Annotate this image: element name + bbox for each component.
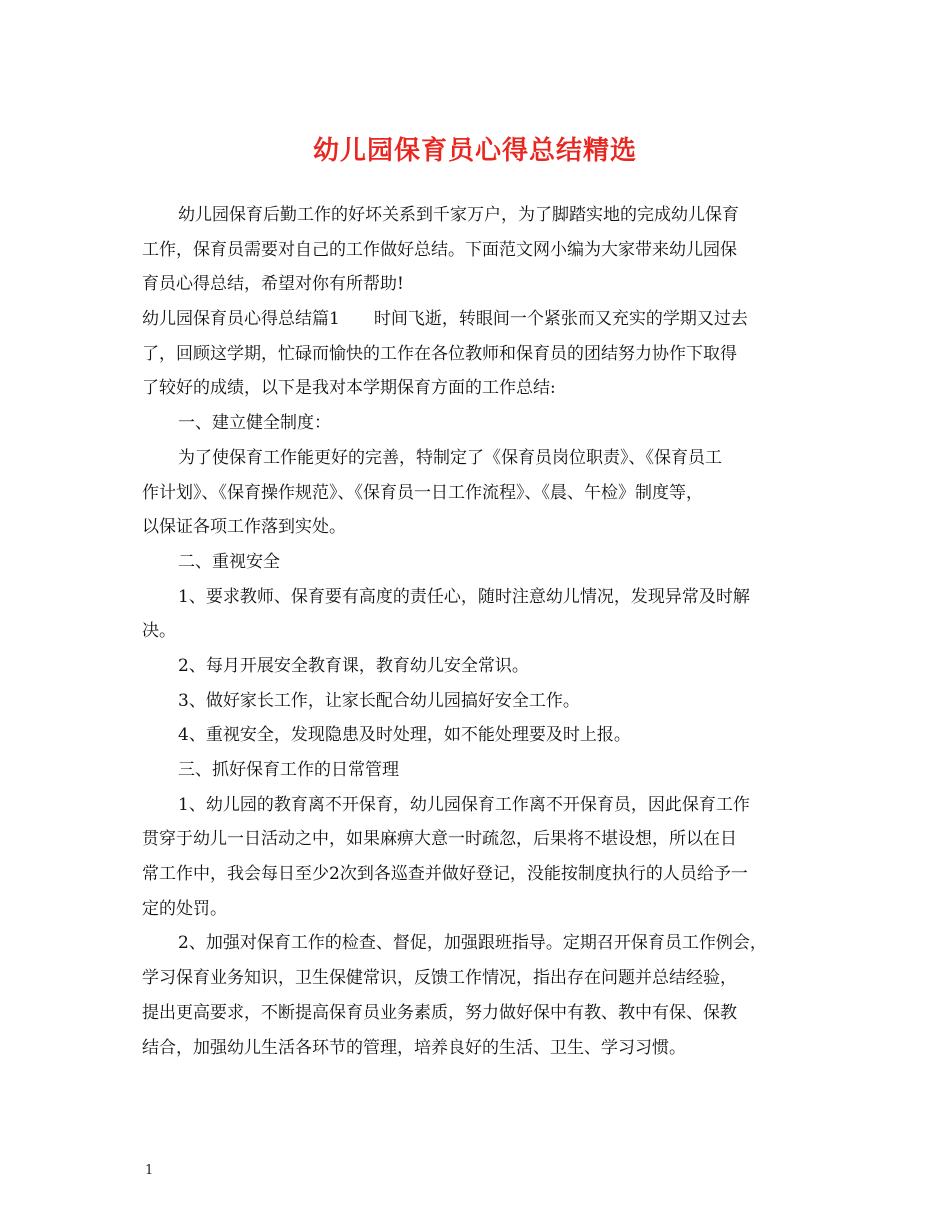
text-line: 4、重视安全，发现隐患及时处理，如不能处理要及时上报。	[178, 725, 631, 746]
text-line: 了，回顾这学期，忙碌而愉快的工作在各位教师和保育员的团结努力协作下取得	[142, 343, 737, 364]
text-line: 了较好的成绩，以下是我对本学期保育方面的工作总结:	[142, 378, 556, 399]
text-line: 常工作中，我会每日至少2次到各巡查并做好登记，没能按制度执行的人员给予一	[142, 864, 748, 885]
text-line: 定的处罚。	[142, 898, 227, 919]
text-line: 决。	[142, 621, 176, 642]
text-line: 提出更高要求，不断提高保育员业务素质，努力做好保中有教、教中有保、保教	[142, 1002, 737, 1023]
text-line: 2、加强对保育工作的检查、督促，加强跟班指导。定期召开保育员工作例会，	[178, 933, 767, 954]
text-line: 幼儿园保育员心得总结篇1 时间飞逝，转眼间一个紧张而又充实的学期又过去	[142, 309, 748, 330]
text-line: 一、建立健全制度：	[178, 413, 331, 434]
text-line: 为了使保育工作能更好的完善，特制定了《保育员岗位职责》、《保育员工	[178, 447, 722, 468]
text-line: 三、抓好保育工作的日常管理	[178, 760, 399, 780]
text-line: 1、要求教师、保育要有高度的责任心，随时注意幼儿情况，发现异常及时解	[178, 586, 750, 607]
text-line: 结合，加强幼儿生活各环节的管理，培养良好的生活、卫生、学习习惯。	[142, 1037, 686, 1058]
page-title: 幼儿园保育员心得总结精选	[312, 136, 637, 166]
text-line: 幼儿园保育后勤工作的好坏关系到千家万户，为了脚踏实地的完成幼儿保育	[178, 205, 739, 225]
text-line: 2、每月开展安全教育课，教育幼儿安全常识。	[178, 655, 529, 676]
text-line: 二、重视安全	[178, 551, 280, 572]
text-line: 作计划》、《保育操作规范》、《保育员一日工作流程》、《晨、午检》制度等，	[142, 482, 703, 503]
text-line: 贯穿于幼儿一日活动之中，如果麻痹大意一时疏忽，后果将不堪设想，所以在日	[142, 829, 737, 850]
page-number: 1	[145, 1163, 154, 1178]
text-line: 1、幼儿园的教育离不开保育，幼儿园保育工作离不开保育员，因此保育工作	[178, 794, 750, 815]
text-line: 工作，保育员需要对自己的工作做好总结。下面范文网小编为大家带来幼儿园保	[142, 239, 737, 260]
text-line: 学习保育业务知识，卫生保健常识，反馈工作情况，指出存在问题并总结经验，	[142, 968, 737, 989]
text-line: 以保证各项工作落到实处。	[142, 517, 346, 538]
text-line: 3、做好家长工作，让家长配合幼儿园搞好安全工作。	[178, 690, 580, 711]
body-text	[142, 198, 822, 1065]
text-line: 育员心得总结，希望对你有所帮助!	[142, 274, 404, 295]
